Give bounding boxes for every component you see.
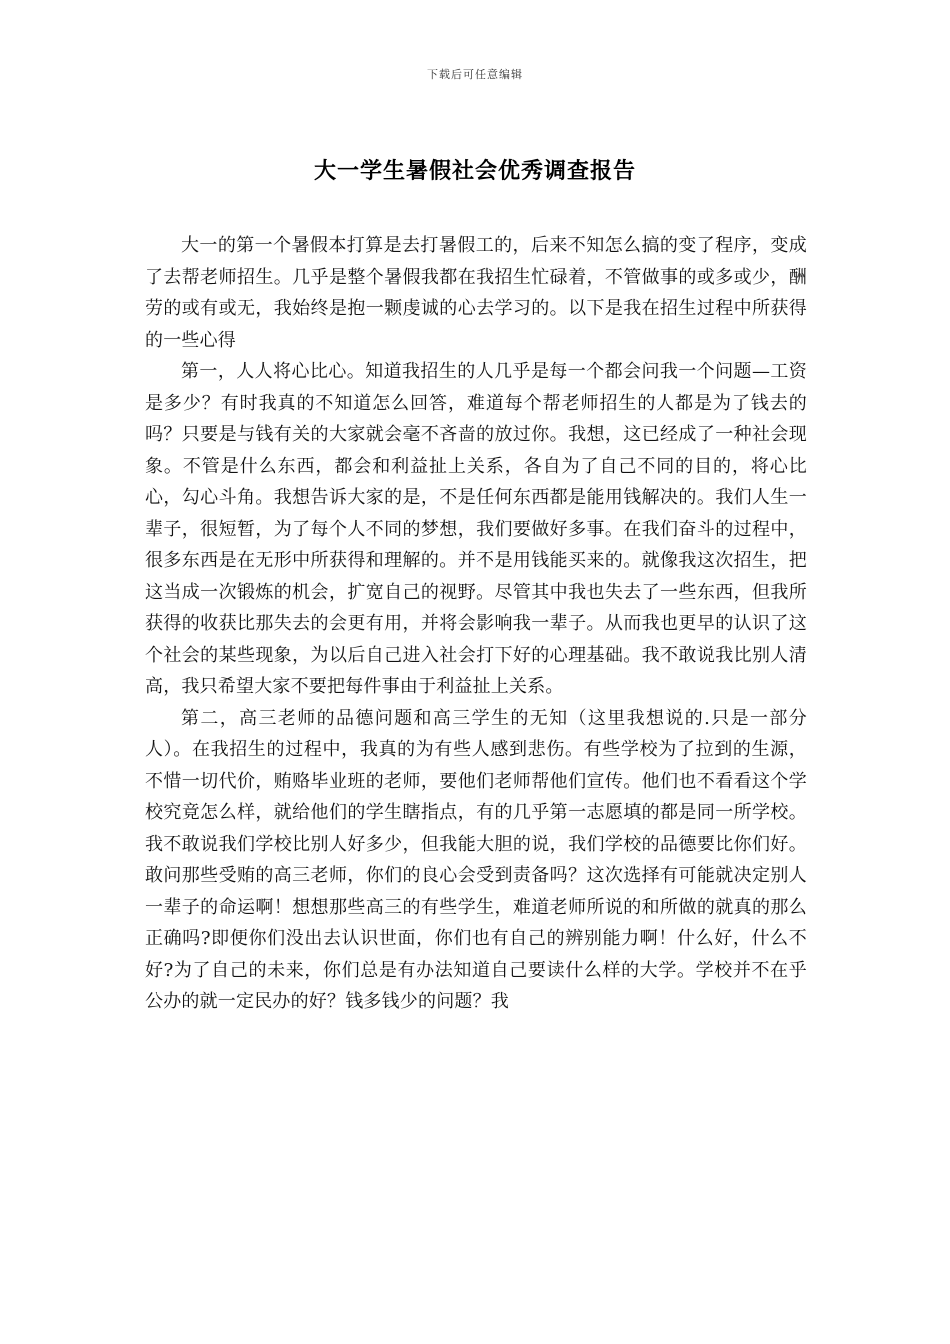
document-title: 大一学生暑假社会优秀调查报告 [313,158,636,184]
page-header-note: 下载后可任意编辑 [427,68,523,81]
paragraph-second-point: 第二，高三老师的品德问题和高三学生的无知（这里我想说的.只是一部分人）。在我招生的过程中，我真的为有些人感到悲伤。有些学校为了拉到的生源，不惜一切代价，贿赂毕业班的老师，要他们老师帮他们宣传。他们也不看看这个学校究竟怎么样，就给他们的学生瞎指点，有的几乎第一志愿填的都是同一所学校。我不敢说我们学校比别人好多少，但我能大胆的说，我们学校的品德要比你们好。敢问那些受贿的高三老师，你们的良心会受到责备吗？这次选择有可能就决定别人一辈子的命运啊！想想那些高三的有些学生，难道老师所说的和所做的就真的那么正确吗?即便你们没出去认识世面，你们也有自己的辨别能力啊！什么好，什么不好?为了自己的未来，你们总是有办法知道自己要读什么样的大学。学校并不在乎公办的就一定民办的好？钱多钱少的问题？我 [145,707,807,1012]
document-body [145,230,807,1018]
paragraph-intro: 大一的第一个暑假本打算是去打暑假工的，后来不知怎么搞的变了程序，变成了去帮老师招生。几乎是整个暑假我都在我招生忙碌着，不管做事的或多或少，酬劳的或有或无，我始终是抱一颗虔诚的心去学习的。以下是我在招生过程中所获得的一些心得 [145,235,807,351]
paragraph-first-point: 第一，人人将心比心。知道我招生的人几乎是每一个都会问我一个问题—工资是多少？有时我真的不知道怎么回答，难道每个帮老师招生的人都是为了钱去的吗？只要是与钱有关的大家就会毫不吝啬的放过你。我想，这已经成了一种社会现象。不管是什么东西，都会和利益扯上关系，各自为了自己不同的目的，将心比心，勾心斗角。我想告诉大家的是，不是任何东西都是能用钱解决的。我们人生一辈子，很短暂，为了每个人不同的梦想，我们要做好多事。在我们奋斗的过程中，很多东西是在无形中所获得和理解的。并不是用钱能买来的。就像我这次招生，把这当成一次锻炼的机会，扩宽自己的视野。尽管其中我也失去了一些东西，但我所获得的收获比那失去的会更有用，并将会影响我一辈子。从而我也更早的认识了这个社会的某些现象，为以后自己进入社会打下好的心理基础。我不敢说我比别人清高，我只希望大家不要把每件事由于利益扯上关系。 [145,361,807,697]
